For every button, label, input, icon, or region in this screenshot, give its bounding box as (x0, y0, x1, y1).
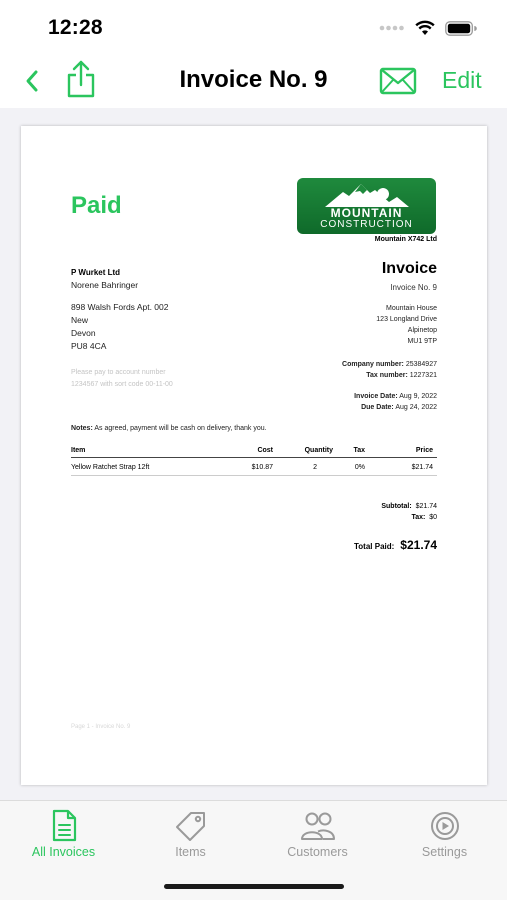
table-header (71, 446, 437, 458)
invoice-preview-area[interactable] (0, 108, 507, 800)
logo-subtitle: CONSTRUCTION (320, 219, 413, 230)
from-address-line: 123 Longland Drive (376, 316, 437, 323)
row-tax: 0% (354, 464, 365, 471)
wifi-icon (415, 20, 435, 36)
tab-label: All Invoices (31, 845, 96, 859)
mail-icon[interactable] (379, 66, 417, 96)
tab-label: Settings (421, 845, 468, 859)
invoice-date: Invoice Date: Aug 9, 2022 (354, 393, 437, 400)
payment-instructions: 1234567 with sort code 00-11-00 (71, 381, 173, 388)
share-icon[interactable] (64, 58, 98, 100)
company-number: Company number: 25384927 (342, 361, 437, 368)
bill-to-address-line: PU8 4CA (71, 341, 107, 351)
status-icons (379, 20, 477, 36)
back-chevron-icon[interactable] (20, 66, 44, 96)
column-header-quantity: Quantity (304, 447, 333, 454)
tax-number: Tax number: 1227321 (366, 372, 437, 379)
navigation-bar (0, 50, 507, 108)
from-address-line: MU1 9TP (407, 338, 437, 345)
line-items-table (71, 446, 437, 476)
page-title: Invoice No. 9 (179, 66, 328, 93)
bill-to-address-line: New (71, 315, 89, 325)
due-date: Due Date: Aug 24, 2022 (361, 404, 437, 411)
tab-customers[interactable] (254, 801, 381, 867)
battery-icon (445, 21, 477, 36)
cellular-signal-icon (379, 22, 405, 34)
people-icon (300, 809, 336, 843)
page-footer: Page 1 - Invoice No. 9 (71, 724, 131, 730)
settings-icon (427, 809, 463, 843)
tab-settings[interactable] (381, 801, 507, 867)
table-row (71, 463, 437, 476)
column-header-cost: Cost (257, 447, 273, 454)
from-address-line: Alpinetop (407, 327, 437, 334)
payment-instructions: Please pay to account number (71, 369, 166, 376)
document-icon (46, 809, 82, 843)
company-logo (297, 178, 436, 234)
column-header-price: Price (415, 447, 433, 454)
row-cost: $10.87 (251, 464, 273, 471)
edit-button[interactable]: Edit (442, 67, 482, 93)
status-bar (0, 0, 507, 50)
company-name: Mountain X742 Ltd (374, 236, 437, 243)
row-price: $21.74 (411, 464, 433, 471)
tab-label: Customers (287, 845, 348, 859)
subtotal: Subtotal: $21.74 (381, 503, 437, 510)
tag-icon (173, 809, 209, 843)
invoice-number: Invoice No. 9 (390, 283, 437, 292)
from-address-line: Mountain House (386, 305, 437, 312)
tab-label: Items (175, 845, 206, 859)
total-paid: Total Paid: $21.74 (354, 538, 437, 552)
row-item: Yellow Ratchet Strap 12ft (71, 464, 150, 471)
invoice-notes: Notes: As agreed, payment will be cash on delivery, thank you. (71, 425, 267, 432)
logo-name: MOUNTAIN (330, 206, 403, 220)
column-header-tax: Tax (353, 447, 365, 454)
column-header-item: Item (71, 447, 86, 454)
tab-items[interactable] (127, 801, 254, 867)
invoice-heading: Invoice (381, 260, 437, 277)
bill-to-address-line: Devon (71, 328, 96, 338)
home-indicator[interactable] (164, 884, 344, 889)
invoice-page (21, 126, 487, 785)
row-quantity: 2 (313, 464, 317, 471)
mountain-logo-icon (297, 178, 436, 208)
tab-all-invoices[interactable] (0, 801, 127, 867)
bill-to-address-line: 898 Walsh Fords Apt. 002 (71, 302, 169, 312)
payment-status: Paid (71, 192, 122, 219)
tax-total: Tax: $0 (411, 514, 437, 521)
bill-to-contact: Norene Bahringer (71, 280, 139, 290)
status-time: 12:28 (48, 16, 103, 39)
bill-to-name: P Wurket Ltd (71, 268, 121, 277)
